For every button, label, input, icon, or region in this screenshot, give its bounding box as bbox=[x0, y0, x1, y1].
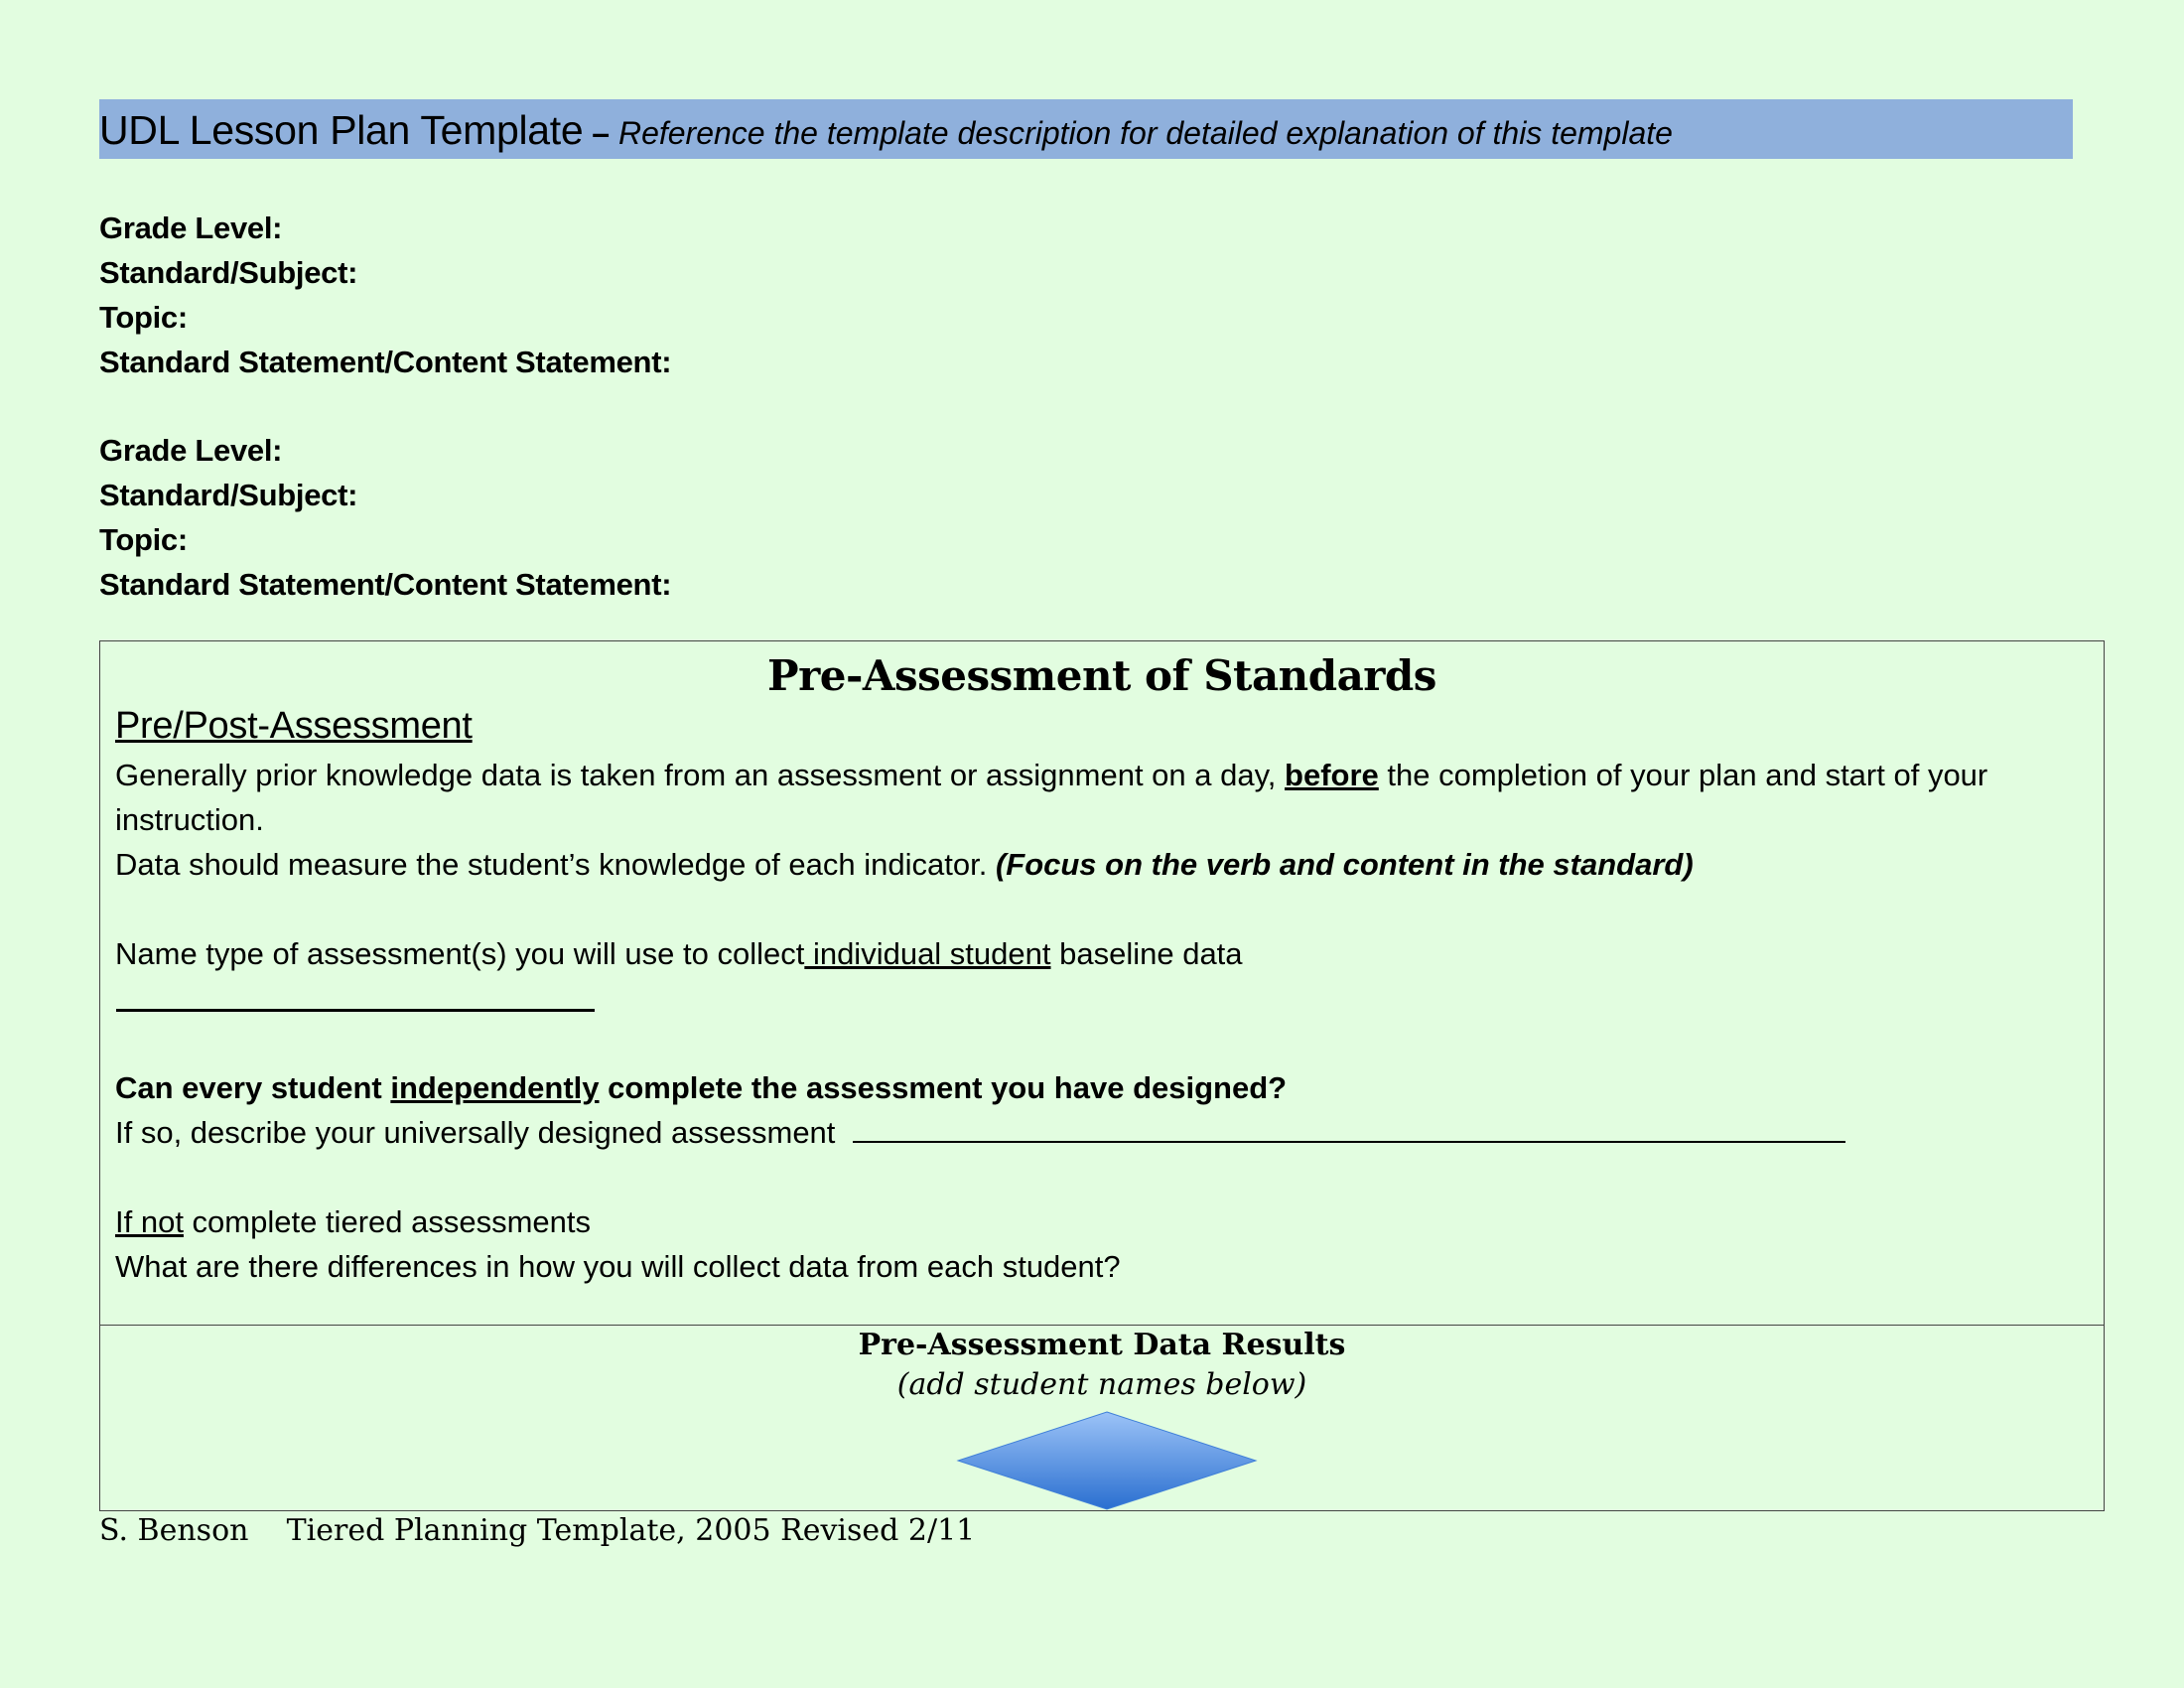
footer-author: S. Benson bbox=[99, 1513, 249, 1548]
independence-question bbox=[115, 1065, 2074, 1110]
page-title: UDL Lesson Plan Template bbox=[99, 107, 584, 153]
section-divider bbox=[100, 1325, 2104, 1326]
if-not-emphasis: If not bbox=[115, 1204, 184, 1239]
intro-text-a: Generally prior knowledge data is taken from an assessment or assignment on a day, bbox=[115, 758, 1286, 792]
independently-emphasis: independently bbox=[390, 1070, 600, 1105]
question-text-c: complete the assessment you have designed? bbox=[599, 1070, 1288, 1105]
differences-question: What are there differences in how you will collect data from each student? bbox=[115, 1249, 1121, 1284]
standard-subject-label: Standard/Subject: bbox=[99, 255, 358, 290]
assessment-type-prompt bbox=[115, 931, 2074, 976]
intro-text-c: the completion of your plan and start of your instruction. bbox=[115, 758, 1988, 837]
topic-label: Topic: bbox=[99, 522, 188, 557]
results-title: Pre-Assessment Data Results bbox=[858, 1328, 1346, 1362]
question-text-a: Can every student bbox=[115, 1070, 391, 1105]
individual-student-emphasis: individual student bbox=[804, 936, 1051, 971]
assessment-type-answer-line[interactable] bbox=[116, 1009, 595, 1012]
topic-label: Topic: bbox=[99, 300, 188, 335]
footer-template-info: Tiered Planning Template, 2005 Revised 2/11 bbox=[286, 1513, 976, 1548]
standard-statement-label: Standard Statement/Content Statement: bbox=[99, 567, 672, 602]
results-subtitle: (add student names below) bbox=[896, 1367, 1307, 1402]
if-so-text: If so, describe your universally designed assessment bbox=[115, 1115, 836, 1150]
section-heading: Pre/Post-Assessment bbox=[115, 705, 473, 747]
universal-assessment-prompt bbox=[115, 1110, 2074, 1155]
title-bar bbox=[99, 99, 2073, 159]
intro-emphasis-before: before bbox=[1285, 758, 1379, 792]
assessment-type-text-c: baseline data bbox=[1050, 936, 1243, 971]
assessment-type-text-a: Name type of assessment(s) you will use to collect bbox=[115, 936, 805, 971]
standard-subject-label: Standard/Subject: bbox=[99, 478, 358, 512]
grade-level-label: Grade Level: bbox=[99, 211, 283, 245]
diamond-icon bbox=[956, 1411, 1258, 1510]
info-group-2 bbox=[99, 428, 671, 607]
tiered-assessment-prompt bbox=[115, 1199, 2074, 1244]
footer bbox=[99, 1513, 975, 1548]
pre-assessment-title: Pre-Assessment of Standards bbox=[767, 651, 1436, 700]
intro-paragraph bbox=[115, 753, 2074, 842]
standard-statement-label: Standard Statement/Content Statement: bbox=[99, 345, 672, 379]
focus-note: (Focus on the verb and content in the standard) bbox=[995, 847, 1694, 882]
pre-assessment-box bbox=[99, 640, 2105, 1511]
universal-assessment-answer-line[interactable] bbox=[853, 1111, 1845, 1143]
info-group-1 bbox=[99, 206, 671, 384]
grade-level-label: Grade Level: bbox=[99, 433, 283, 468]
measure-text: Data should measure the student’s knowledge of each indicator. bbox=[115, 847, 996, 882]
measure-paragraph bbox=[115, 842, 2074, 887]
page-subtitle: Reference the template description for detailed explanation of this template bbox=[617, 115, 1673, 151]
if-not-text: complete tiered assessments bbox=[183, 1204, 592, 1239]
title-separator: – bbox=[583, 115, 618, 151]
